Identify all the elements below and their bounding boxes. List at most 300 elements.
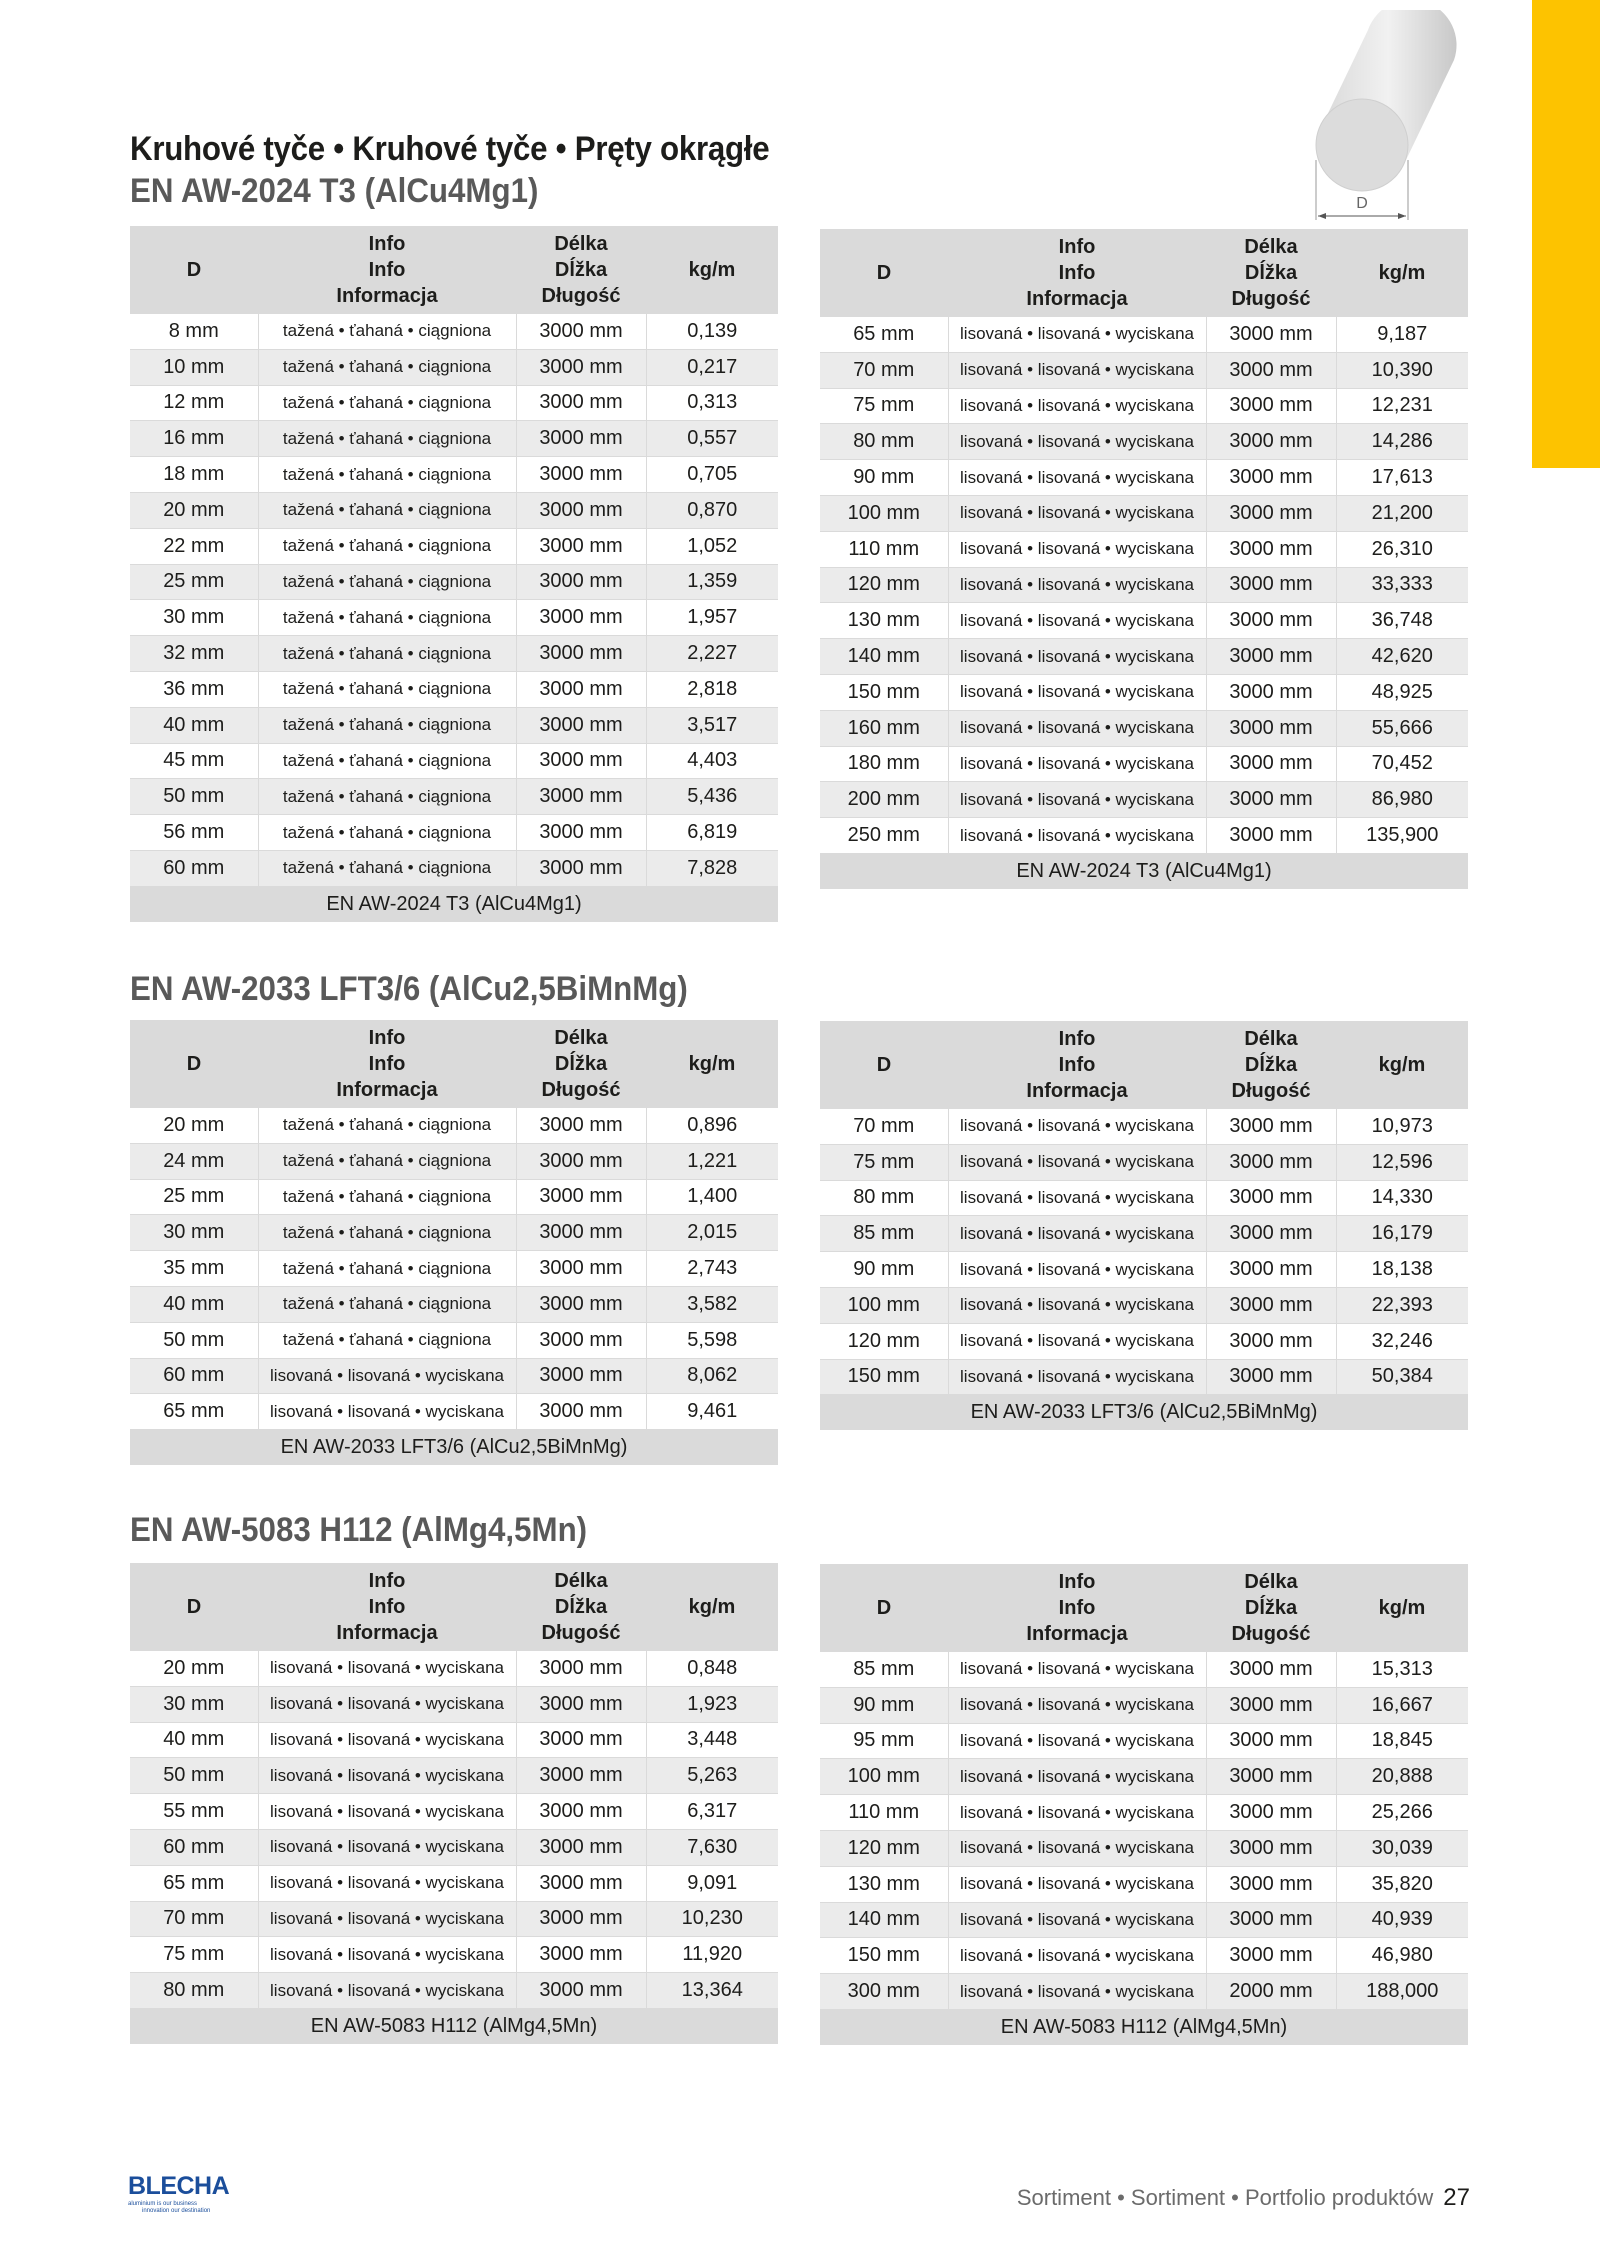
header-info [258,1020,516,1108]
table-row [820,1687,1468,1723]
cell-info: tažená • ťahaná • ciągniona [258,1215,516,1251]
cell-kg-per-m: 10,230 [646,1901,778,1937]
table-row [130,1143,778,1179]
table-header-row [820,1021,1468,1109]
header-kg-per-m: kg/m [646,1563,778,1651]
header-info-line: Info [368,233,406,255]
cell-info: lisovaná • lisovaná • wyciskana [948,317,1206,352]
header-info-line: Info [1058,1054,1096,1076]
cell-info: lisovaná • lisovaná • wyciskana [258,1794,516,1830]
cell-length: 3000 mm [516,1829,646,1865]
cell-diameter: 22 mm [130,528,258,564]
cell-length: 3000 mm [516,1758,646,1794]
cell-kg-per-m: 7,630 [646,1829,778,1865]
cell-length: 3000 mm [516,707,646,743]
cell-kg-per-m: 26,310 [1336,531,1468,567]
logo-tagline-2: innovation our destination [142,2208,211,2214]
header-length-line: Długość [541,1622,621,1644]
cell-diameter: 40 mm [130,707,258,743]
table-row [820,1359,1468,1395]
cell-kg-per-m: 9,187 [1336,317,1468,352]
cell-info: lisovaná • lisovaná • wyciskana [948,1795,1206,1831]
cell-length: 3000 mm [1206,1759,1336,1795]
table-row [820,531,1468,567]
cell-diameter: 140 mm [820,1902,948,1938]
cell-info: lisovaná • lisovaná • wyciskana [948,531,1206,567]
header-length [516,1563,646,1651]
cell-info: lisovaná • lisovaná • wyciskana [258,1722,516,1758]
table-footer-row [820,1395,1468,1431]
cell-kg-per-m: 10,390 [1336,352,1468,388]
cell-kg-per-m: 13,364 [646,1973,778,2009]
cell-diameter: 70 mm [820,1109,948,1144]
cell-diameter: 30 mm [130,600,258,636]
cell-info: lisovaná • lisovaná • wyciskana [948,1287,1206,1323]
header-length-line: Dĺžka [554,259,608,281]
header-length-line: Dĺžka [554,1596,608,1618]
cell-diameter: 180 mm [820,746,948,782]
table-row [820,1180,1468,1216]
cell-kg-per-m: 0,557 [646,421,778,457]
header-info-line: Info [368,259,406,281]
table-row [130,1829,778,1865]
header-info [258,226,516,314]
header-kg-per-m: kg/m [1336,1564,1468,1652]
cell-length: 3000 mm [1206,1795,1336,1831]
header-length-line: Długość [541,285,621,307]
cell-info: tažená • ťahaná • ciągniona [258,743,516,779]
table-2033-left [130,1020,778,1465]
cell-kg-per-m: 188,000 [1336,1974,1468,2010]
cell-length: 3000 mm [516,349,646,385]
cell-info: lisovaná • lisovaná • wyciskana [258,1358,516,1394]
cell-diameter: 90 mm [820,1252,948,1288]
header-length [1206,1564,1336,1652]
cell-info: tažená • ťahaná • ciągniona [258,671,516,707]
header-length [1206,229,1336,317]
cell-kg-per-m: 12,231 [1336,388,1468,424]
table-row [820,388,1468,424]
cell-diameter: 50 mm [130,1758,258,1794]
cell-info: tažená • ťahaná • ciągniona [258,492,516,528]
cell-kg-per-m: 48,925 [1336,674,1468,710]
cell-length: 3000 mm [516,1651,646,1686]
cell-kg-per-m: 36,748 [1336,603,1468,639]
header-d: D [130,1563,258,1651]
cell-diameter: 75 mm [130,1937,258,1973]
cell-diameter: 100 mm [820,1759,948,1795]
cell-diameter: 16 mm [130,421,258,457]
header-length-line: Długość [1231,1080,1311,1102]
cell-length: 3000 mm [516,779,646,815]
table-row [130,421,778,457]
table-row [130,314,778,349]
cell-kg-per-m: 2,743 [646,1251,778,1287]
header-d: D [820,1021,948,1109]
table-footer-alloy: EN AW-5083 H112 (AlMg4,5Mn) [820,2009,1468,2045]
cell-length: 3000 mm [516,1794,646,1830]
cell-info: lisovaná • lisovaná • wyciskana [948,1759,1206,1795]
table-row [130,743,778,779]
cell-diameter: 95 mm [820,1723,948,1759]
cell-diameter: 200 mm [820,782,948,818]
cell-length: 3000 mm [1206,352,1336,388]
cell-kg-per-m: 70,452 [1336,746,1468,782]
cell-length: 3000 mm [1206,567,1336,603]
cell-diameter: 60 mm [130,1358,258,1394]
cell-info: lisovaná • lisovaná • wyciskana [948,818,1206,854]
cell-info: lisovaná • lisovaná • wyciskana [948,1974,1206,2010]
cell-length: 3000 mm [1206,1687,1336,1723]
cell-info: lisovaná • lisovaná • wyciskana [948,782,1206,818]
header-info-line: Informacja [1026,1623,1128,1645]
cell-length: 3000 mm [516,743,646,779]
cell-kg-per-m: 0,139 [646,314,778,349]
cell-kg-per-m: 40,939 [1336,1902,1468,1938]
cell-length: 3000 mm [1206,1216,1336,1252]
table-row [820,1216,1468,1252]
cell-info: tažená • ťahaná • ciągniona [258,1108,516,1143]
table-row [820,674,1468,710]
rod-diameter-label: D [1356,195,1368,212]
header-d: D [130,226,258,314]
header-info-line: Info [1058,1028,1096,1050]
cell-diameter: 110 mm [820,531,948,567]
cell-length: 3000 mm [1206,495,1336,531]
table-row [820,460,1468,496]
cell-kg-per-m: 1,221 [646,1143,778,1179]
table-row [820,746,1468,782]
table-2033-right [820,1021,1468,1430]
table-row [130,1901,778,1937]
cell-info: lisovaná • lisovaná • wyciskana [948,1902,1206,1938]
cell-diameter: 160 mm [820,710,948,746]
cell-length: 3000 mm [516,815,646,851]
cell-length: 3000 mm [1206,746,1336,782]
cell-info: lisovaná • lisovaná • wyciskana [948,1687,1206,1723]
header-length-line: Délka [554,1027,608,1049]
cell-info: tažená • ťahaná • ciągniona [258,1251,516,1287]
cell-length: 3000 mm [1206,1938,1336,1974]
cell-diameter: 70 mm [130,1901,258,1937]
cell-kg-per-m: 55,666 [1336,710,1468,746]
header-length-line: Délka [554,1570,608,1592]
table-5083-left [130,1563,778,2044]
logo-name: BLECHA [128,2172,230,2200]
cell-info: lisovaná • lisovaná • wyciskana [948,674,1206,710]
cell-diameter: 110 mm [820,1795,948,1831]
table-footer-row [130,886,778,922]
cell-diameter: 300 mm [820,1974,948,2010]
cell-info: lisovaná • lisovaná • wyciskana [948,1252,1206,1288]
cell-kg-per-m: 17,613 [1336,460,1468,496]
cell-diameter: 24 mm [130,1143,258,1179]
header-d: D [820,229,948,317]
cell-kg-per-m: 0,313 [646,385,778,421]
header-info-line: Info [1058,236,1096,258]
cell-kg-per-m: 10,973 [1336,1109,1468,1144]
cell-length: 3000 mm [1206,1723,1336,1759]
cell-kg-per-m: 7,828 [646,850,778,886]
cell-info: tažená • ťahaná • ciągniona [258,1143,516,1179]
table-row [820,1109,1468,1144]
header-info [948,1021,1206,1109]
cell-diameter: 80 mm [820,424,948,460]
cell-kg-per-m: 2,818 [646,671,778,707]
table-row [130,1215,778,1251]
cell-info: lisovaná • lisovaná • wyciskana [948,1109,1206,1144]
header-d: D [130,1020,258,1108]
table-row [130,671,778,707]
header-length-line: Délka [554,233,608,255]
table-row [130,1937,778,1973]
cell-kg-per-m: 6,819 [646,815,778,851]
cell-info: lisovaná • lisovaná • wyciskana [948,352,1206,388]
table-footer-row [130,2008,778,2044]
cell-info: lisovaná • lisovaná • wyciskana [948,495,1206,531]
cell-length: 3000 mm [516,636,646,672]
table-row [820,1252,1468,1288]
cell-info: lisovaná • lisovaná • wyciskana [948,1180,1206,1216]
cell-length: 3000 mm [516,421,646,457]
cell-info: tažená • ťahaná • ciągniona [258,600,516,636]
cell-diameter: 120 mm [820,567,948,603]
table-row [130,528,778,564]
footer-text: Sortiment • Sortiment • Portfolio produktów [1016,2185,1434,2210]
cell-info: tažená • ťahaná • ciągniona [258,349,516,385]
cell-diameter: 25 mm [130,564,258,600]
cell-length: 3000 mm [1206,424,1336,460]
table-row [820,1144,1468,1180]
cell-length: 3000 mm [516,1394,646,1430]
cell-kg-per-m: 6,317 [646,1794,778,1830]
cell-info: tažená • ťahaná • ciągniona [258,528,516,564]
cell-length: 3000 mm [1206,460,1336,496]
table-header-row [820,229,1468,317]
cell-length: 3000 mm [1206,674,1336,710]
header-kg-per-m: kg/m [646,226,778,314]
cell-kg-per-m: 4,403 [646,743,778,779]
cell-diameter: 65 mm [130,1394,258,1430]
cell-diameter: 130 mm [820,1866,948,1902]
cell-info: lisovaná • lisovaná • wyciskana [258,1901,516,1937]
table-row [820,1652,1468,1687]
table-row [820,710,1468,746]
cell-kg-per-m: 30,039 [1336,1830,1468,1866]
cell-diameter: 150 mm [820,1938,948,1974]
table-row [130,1865,778,1901]
table-row [130,1179,778,1215]
cell-length: 3000 mm [1206,388,1336,424]
cell-info: lisovaná • lisovaná • wyciskana [948,460,1206,496]
cell-info: tažená • ťahaná • ciągniona [258,1322,516,1358]
table-row [130,385,778,421]
header-info-line: Informacja [336,1622,438,1644]
cell-kg-per-m: 9,461 [646,1394,778,1430]
page-footer [1017,2184,1470,2212]
header-length-line: Délka [1244,1571,1298,1593]
cell-diameter: 65 mm [820,317,948,352]
cell-diameter: 70 mm [820,352,948,388]
cell-diameter: 75 mm [820,388,948,424]
header-d: D [820,1564,948,1652]
cell-kg-per-m: 5,598 [646,1322,778,1358]
table-row [820,424,1468,460]
header-info [948,229,1206,317]
cell-kg-per-m: 12,596 [1336,1144,1468,1180]
cell-diameter: 56 mm [130,815,258,851]
cell-info: tažená • ťahaná • ciągniona [258,457,516,493]
table-row [820,1830,1468,1866]
cell-info: tažená • ťahaná • ciągniona [258,850,516,886]
table-row [130,850,778,886]
table-2024-right [820,229,1468,889]
cell-diameter: 30 mm [130,1215,258,1251]
cell-diameter: 35 mm [130,1251,258,1287]
cell-diameter: 8 mm [130,314,258,349]
table-row [820,1759,1468,1795]
table-row [130,457,778,493]
table-footer-alloy: EN AW-2033 LFT3/6 (AlCu2,5BiMnMg) [820,1395,1468,1431]
cell-kg-per-m: 0,848 [646,1651,778,1686]
cell-kg-per-m: 50,384 [1336,1359,1468,1395]
cell-diameter: 30 mm [130,1686,258,1722]
cell-kg-per-m: 86,980 [1336,782,1468,818]
cell-kg-per-m: 0,217 [646,349,778,385]
cell-length: 3000 mm [1206,1652,1336,1687]
header-info-line: Informacja [336,285,438,307]
cell-kg-per-m: 16,179 [1336,1216,1468,1252]
table-row [130,1722,778,1758]
header-info-line: Info [1058,1597,1096,1619]
cell-kg-per-m: 35,820 [1336,1866,1468,1902]
cell-info: lisovaná • lisovaná • wyciskana [948,710,1206,746]
table-header-row [130,1563,778,1651]
table-row [820,1287,1468,1323]
page-title: Kruhové tyče • Kruhové tyče • Pręty okrągłe [130,130,770,168]
table-row [130,707,778,743]
header-length [1206,1021,1336,1109]
cell-length: 3000 mm [1206,1902,1336,1938]
section-tab [1532,0,1600,468]
section-heading-2024: EN AW-2024 T3 (AlCu4Mg1) [130,172,539,210]
cell-length: 3000 mm [516,600,646,636]
table-row [130,1286,778,1322]
cell-length: 3000 mm [516,492,646,528]
cell-length: 3000 mm [1206,710,1336,746]
header-length-line: Dĺžka [554,1053,608,1075]
table-row [130,1686,778,1722]
cell-kg-per-m: 3,448 [646,1722,778,1758]
cell-info: tažená • ťahaná • ciągniona [258,314,516,349]
cell-kg-per-m: 9,091 [646,1865,778,1901]
table-row [130,600,778,636]
table-row [820,567,1468,603]
header-length-line: Délka [1244,236,1298,258]
table-row [130,779,778,815]
table-row [130,1651,778,1686]
table-row [820,1974,1468,2010]
cell-length: 3000 mm [1206,1109,1336,1144]
cell-info: lisovaná • lisovaná • wyciskana [948,424,1206,460]
header-info-line: Info [1058,1571,1096,1593]
table-5083-right [820,1564,1468,2045]
cell-diameter: 85 mm [820,1216,948,1252]
cell-diameter: 25 mm [130,1179,258,1215]
cell-kg-per-m: 16,667 [1336,1687,1468,1723]
table-footer-alloy: EN AW-2033 LFT3/6 (AlCu2,5BiMnMg) [130,1430,778,1466]
table-row [130,815,778,851]
table-header-row [130,1020,778,1108]
header-info-line: Info [368,1053,406,1075]
cell-length: 3000 mm [516,1143,646,1179]
cell-diameter: 55 mm [130,1794,258,1830]
cell-length: 3000 mm [516,1358,646,1394]
header-length-line: Délka [1244,1028,1298,1050]
cell-diameter: 65 mm [130,1865,258,1901]
cell-length: 3000 mm [516,314,646,349]
cell-length: 3000 mm [516,1215,646,1251]
cell-kg-per-m: 32,246 [1336,1323,1468,1359]
cell-kg-per-m: 14,286 [1336,424,1468,460]
cell-info: lisovaná • lisovaná • wyciskana [258,1651,516,1686]
table-row [820,317,1468,352]
cell-kg-per-m: 18,845 [1336,1723,1468,1759]
cell-kg-per-m: 22,393 [1336,1287,1468,1323]
cell-kg-per-m: 33,333 [1336,567,1468,603]
header-info-line: Info [368,1027,406,1049]
cell-kg-per-m: 5,436 [646,779,778,815]
company-logo [128,2172,238,2214]
cell-diameter: 36 mm [130,671,258,707]
cell-info: lisovaná • lisovaná • wyciskana [948,603,1206,639]
cell-diameter: 45 mm [130,743,258,779]
cell-diameter: 130 mm [820,603,948,639]
header-length-line: Długość [541,1079,621,1101]
table-row [130,1322,778,1358]
header-info-line: Info [368,1596,406,1618]
table-footer-row [820,853,1468,889]
section-heading-2033: EN AW-2033 LFT3/6 (AlCu2,5BiMnMg) [130,970,688,1008]
table-row [820,782,1468,818]
table-row [130,492,778,528]
cell-length: 3000 mm [1206,1252,1336,1288]
cell-length: 3000 mm [516,1686,646,1722]
header-info [948,1564,1206,1652]
table-row [820,1795,1468,1831]
cell-info: tažená • ťahaná • ciągniona [258,385,516,421]
table-row [820,1866,1468,1902]
cell-kg-per-m: 1,400 [646,1179,778,1215]
cell-length: 3000 mm [516,1937,646,1973]
table-row [820,603,1468,639]
header-length [516,1020,646,1108]
cell-info: lisovaná • lisovaná • wyciskana [948,1830,1206,1866]
cell-diameter: 250 mm [820,818,948,854]
cell-length: 3000 mm [1206,603,1336,639]
table-footer-alloy: EN AW-5083 H112 (AlMg4,5Mn) [130,2008,778,2044]
cell-kg-per-m: 15,313 [1336,1652,1468,1687]
cell-kg-per-m: 5,263 [646,1758,778,1794]
cell-diameter: 50 mm [130,779,258,815]
table-row [820,495,1468,531]
cell-info: lisovaná • lisovaná • wyciskana [948,1216,1206,1252]
cell-kg-per-m: 11,920 [646,1937,778,1973]
table-row [820,639,1468,675]
cell-diameter: 90 mm [820,1687,948,1723]
table-row [820,1323,1468,1359]
header-length-line: Długość [1231,1623,1311,1645]
